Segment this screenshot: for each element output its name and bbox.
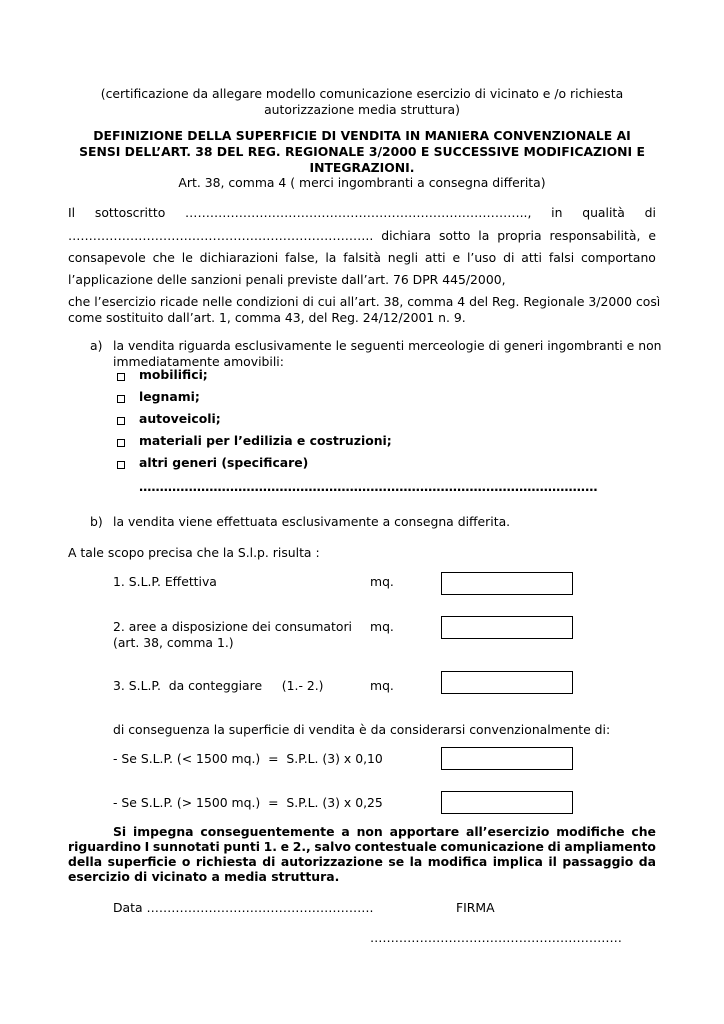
slp-da-conteggiare-field[interactable]	[441, 671, 573, 694]
word: punti	[223, 839, 261, 854]
word: qualità	[582, 205, 625, 220]
word: di	[644, 205, 656, 220]
point-b-marker: b)	[90, 514, 103, 529]
word: autorizzazione	[280, 854, 383, 869]
word: la	[409, 854, 423, 869]
word: false,	[285, 250, 319, 265]
word: che	[152, 250, 175, 265]
consumer-areas-field[interactable]	[441, 616, 573, 639]
word: sottoscritto	[94, 205, 166, 220]
word: Si	[113, 824, 127, 839]
word: implica	[492, 854, 543, 869]
slp-row-2-label-line-1: 2. aree a disposizione dei consumatori	[113, 619, 353, 634]
word: che	[631, 824, 656, 839]
word: conseguentemente	[200, 824, 335, 839]
word: I	[144, 839, 150, 854]
point-a-marker: a)	[90, 338, 103, 353]
word: superficie	[107, 854, 177, 869]
title-line-1: DEFINIZIONE DELLA SUPERFICIE DI VENDITA IN MANIERA CONVENZIONALE AI	[93, 128, 631, 143]
consequence-text: di conseguenza la superficie di vendita è da considerarsi convenzionalmente di:	[113, 722, 611, 737]
declaration-line-5: che l’esercizio ricade nelle condizioni di cui all’art. 38, comma 4 del Reg. Regionale 3/2000 così	[68, 294, 661, 309]
word: di	[547, 839, 561, 854]
title-line-3: INTEGRAZIONI.	[309, 160, 415, 175]
word: modifiche	[556, 824, 625, 839]
word: atti	[424, 250, 446, 265]
point-a-text-line-2: immediatamente amovibili:	[113, 354, 284, 369]
word: il	[548, 854, 557, 869]
word: della	[68, 854, 103, 869]
commitment-line-1	[113, 824, 656, 840]
word: da	[638, 854, 656, 869]
word: negli	[387, 250, 419, 265]
word: propria	[497, 228, 542, 243]
word: ampliamento	[564, 839, 656, 854]
word: sunnotati	[152, 839, 220, 854]
word: impegna	[133, 824, 194, 839]
word: in	[551, 205, 563, 220]
word: contestuale	[354, 839, 437, 854]
word: consapevole	[68, 250, 146, 265]
word: e	[648, 228, 656, 243]
slp-row-3-unit: mq.	[370, 678, 394, 693]
word: comportano	[580, 250, 656, 265]
word: l’uso	[466, 250, 497, 265]
signature-label: FIRMA	[456, 900, 495, 915]
word: e	[280, 839, 290, 854]
word: riguardino	[68, 839, 141, 854]
slp-intro: A tale scopo precisa che la S.l.p. risulta :	[68, 545, 320, 560]
declaration-line-2	[68, 228, 656, 244]
commitment-line-3	[68, 854, 656, 870]
slp-row-1-unit: mq.	[370, 574, 394, 589]
point-b-text: la vendita viene effettuata esclusivamente a consegna differita.	[113, 514, 511, 529]
word: e	[452, 250, 461, 265]
word: di	[262, 854, 276, 869]
word: passaggio	[562, 854, 634, 869]
word: la	[325, 250, 337, 265]
declaration-line-4: l’applicazione delle sanzioni penali previste dall’art. 76 DPR 445/2000,	[68, 272, 506, 287]
article-reference: Art. 38, comma 4 ( merci ingombranti a consegna differita)	[178, 175, 546, 190]
word: o	[181, 854, 191, 869]
word: di	[503, 250, 515, 265]
point-a-text	[113, 338, 673, 370]
formula-below-1500: - Se S.L.P. (< 1500 mq.) = S.P.L. (3) x 0,10	[113, 751, 383, 766]
word: falsità	[343, 250, 381, 265]
word: 1.	[263, 839, 278, 854]
list-item: legnami;	[139, 389, 200, 404]
word: la	[478, 228, 490, 243]
date-field[interactable]: Data ……………………………………………….	[113, 900, 374, 915]
word: se	[388, 854, 405, 869]
formula-above-1500-field[interactable]	[441, 791, 573, 814]
declaration-line-3	[68, 250, 656, 266]
formula-below-1500-field[interactable]	[441, 747, 573, 770]
word: modifica	[427, 854, 488, 869]
document-title	[50, 128, 674, 176]
word: apportare	[389, 824, 460, 839]
list-item: materiali per l’edilizia e costruzioni;	[139, 433, 392, 448]
commitment-line-4: esercizio di vicinato a media struttura.	[68, 869, 340, 884]
word: a	[341, 824, 350, 839]
word: richiesta	[195, 854, 257, 869]
role-blank: ………………………………………………………………..	[68, 228, 374, 243]
checkbox-bullet-icon	[117, 417, 125, 425]
word: salvo	[314, 839, 351, 854]
commitment-line-2	[68, 839, 656, 855]
slp-row-2-unit: mq.	[370, 619, 394, 634]
slp-row-2-label-line-2: (art. 38, comma 1.)	[113, 635, 234, 650]
declaration-line-6: come sostituito dall’art. 1, comma 43, del Reg. 24/12/2001 n. 9.	[68, 310, 466, 325]
word: dichiarazioni	[199, 250, 279, 265]
word: Il	[68, 205, 76, 220]
word: responsabilità,	[549, 228, 641, 243]
checkbox-bullet-icon	[117, 373, 125, 381]
document-subtitle	[60, 86, 664, 118]
signature-line[interactable]: …………………………………………………….	[370, 930, 622, 945]
checkbox-bullet-icon	[117, 439, 125, 447]
word: non	[356, 824, 383, 839]
subtitle-line-1: (certificazione da allegare modello comunicazione esercizio di vicinato e /o richiesta	[100, 86, 624, 101]
word: dichiara	[381, 228, 431, 243]
word: atti	[521, 250, 542, 265]
word: all’esercizio	[465, 824, 550, 839]
list-item: autoveicoli;	[139, 411, 221, 426]
declaration-line-1	[68, 205, 656, 221]
slp-row-3-label: 3. S.L.P. da conteggiare (1.- 2.)	[113, 678, 324, 693]
title-line-2: SENSI DELL’ART. 38 DEL REG. REGIONALE 3/2000 E SUCCESSIVE MODIFICAZIONI E	[79, 144, 645, 159]
word: falsi	[548, 250, 575, 265]
slp-effettiva-field[interactable]	[441, 572, 573, 595]
word: 2.,	[292, 839, 311, 854]
specify-blank: …………………………………………………………………………………………………	[139, 479, 598, 494]
slp-row-2-label	[113, 619, 352, 651]
formula-above-1500: - Se S.L.P. (> 1500 mq.) = S.P.L. (3) x 0,25	[113, 795, 383, 810]
point-a-text-line-1: la vendita riguarda esclusivamente le seguenti merceologie di generi ingombranti e non	[113, 338, 662, 353]
word: comunicazione	[440, 839, 544, 854]
checkbox-bullet-icon	[117, 461, 125, 469]
word: le	[181, 250, 193, 265]
subtitle-line-2: autorizzazione media struttura)	[264, 102, 460, 117]
name-blank: ………………………………………………………………………..,	[185, 205, 532, 220]
slp-row-1-label: 1. S.L.P. Effettiva	[113, 574, 217, 589]
list-item: altri generi (specificare)	[139, 455, 309, 470]
checkbox-bullet-icon	[117, 395, 125, 403]
word: sotto	[438, 228, 471, 243]
list-item: mobilifici;	[139, 367, 208, 382]
